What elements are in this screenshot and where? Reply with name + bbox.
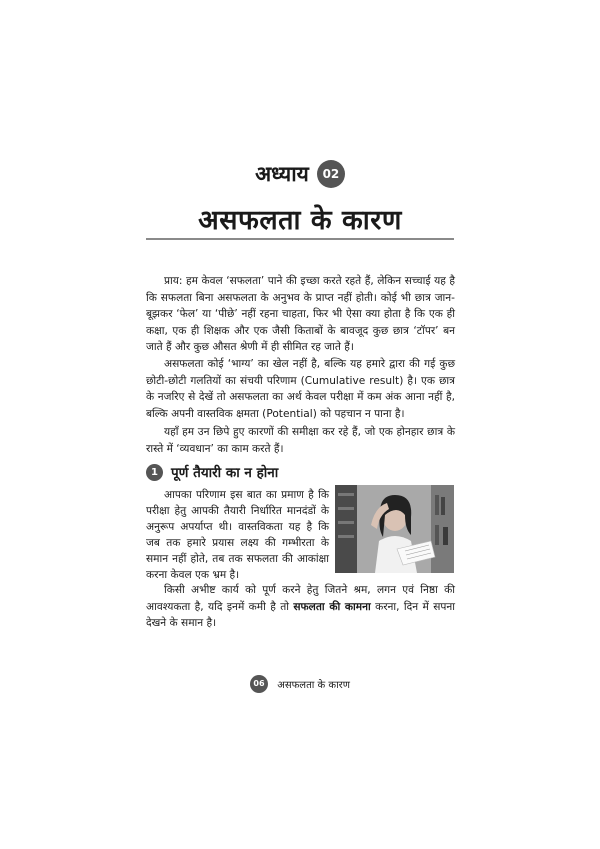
paragraph-text: यहाँ हम उन छिपे हुए कारणों की समीक्षा कर रहे हैं, जो एक होनहार छात्र के रास्ते में ‘व्यवधान’ का काम करते हैं। [146, 426, 455, 455]
paragraph-text [146, 582, 455, 632]
chapter-label: अध्याय [255, 162, 309, 186]
section-number-badge: 1 [146, 464, 163, 481]
paragraph-text: आपका परिणाम इस बात का प्रमाण है कि परीक्षा हेतु आपकी तैयारी निर्धारित मानदंडों के अनुरूप अपर्याप्त थी। वास्तविकता यह है कि जब तक हमारे प्रयास लक्ष्य की गम्भीरता के समान नहीं होते, तब तक सफलता की आकांक्षा करना केवल एक भ्रम है। [146, 489, 329, 581]
page-number-badge: 06 [250, 675, 268, 693]
closing-paragraph [146, 582, 455, 638]
footer-running-title: असफलता के कारण [277, 680, 350, 691]
section-paragraph [146, 487, 329, 583]
paragraph-text: प्राय: हम केवल ‘सफलता’ पाने की इच्छा करते रहते हैं, लेकिन सच्चाई यह है कि सफलता बिना असफलता के अनुभव के प्राप्त नहीं होती। कोई भी छात्र जान-बूझकर ‘फेल’ या ‘पीछे’ नहीं रहना चाहता, फिर भी ऐसा क्या होता है कि एक ही कक्षा, एक ही शिक्षक और एक जैसी किताबों के बावजूद कुछ छात्र ‘टॉपर’ बन जाते हैं और कुछ औसत श्रेणी में ही सीमित रह जाते हैं। [146, 275, 455, 354]
intro-paragraph-1 [146, 273, 455, 362]
page-footer [0, 675, 600, 693]
chapter-number-badge: 02 [317, 160, 345, 188]
intro-paragraph-3 [146, 424, 455, 463]
student-photo [335, 485, 454, 573]
closing-text-start: किसी अभीष्ट कार्य को पूर्ण करने हेतु जितने श्रम, लगन एवं निष्ठा की आवश्यकता है, यदि इनमें कमी है तो [146, 584, 455, 613]
chapter-heading [0, 160, 600, 188]
chapter-title: असफलता के कारण [198, 205, 402, 236]
section-title: पूर्ण तैयारी का न होना [171, 465, 279, 481]
closing-text-end: करना, दिन में सपना देखने के समान है। [146, 600, 455, 630]
title-divider [146, 238, 454, 240]
student-reading-illustration [335, 485, 454, 573]
closing-text-bold: सफलता की कामना [293, 600, 371, 613]
intro-paragraph-2 [146, 356, 455, 428]
paragraph-text: असफलता कोई ‘भाग्य’ का खेल नहीं है, बल्कि यह हमारे द्वारा की गई कुछ छोटी-छोटी गलतियों का संचयी परिणाम (Cumulative result) है। एक छात्र के नजरिए से देखें तो असफलता का अर्थ केवल परीक्षा में कम अंक आना नहीं है, बल्कि अपनी वास्तविक क्षमता (Potential) को पहचान न पाना है। [146, 358, 455, 420]
section-heading [146, 462, 278, 482]
